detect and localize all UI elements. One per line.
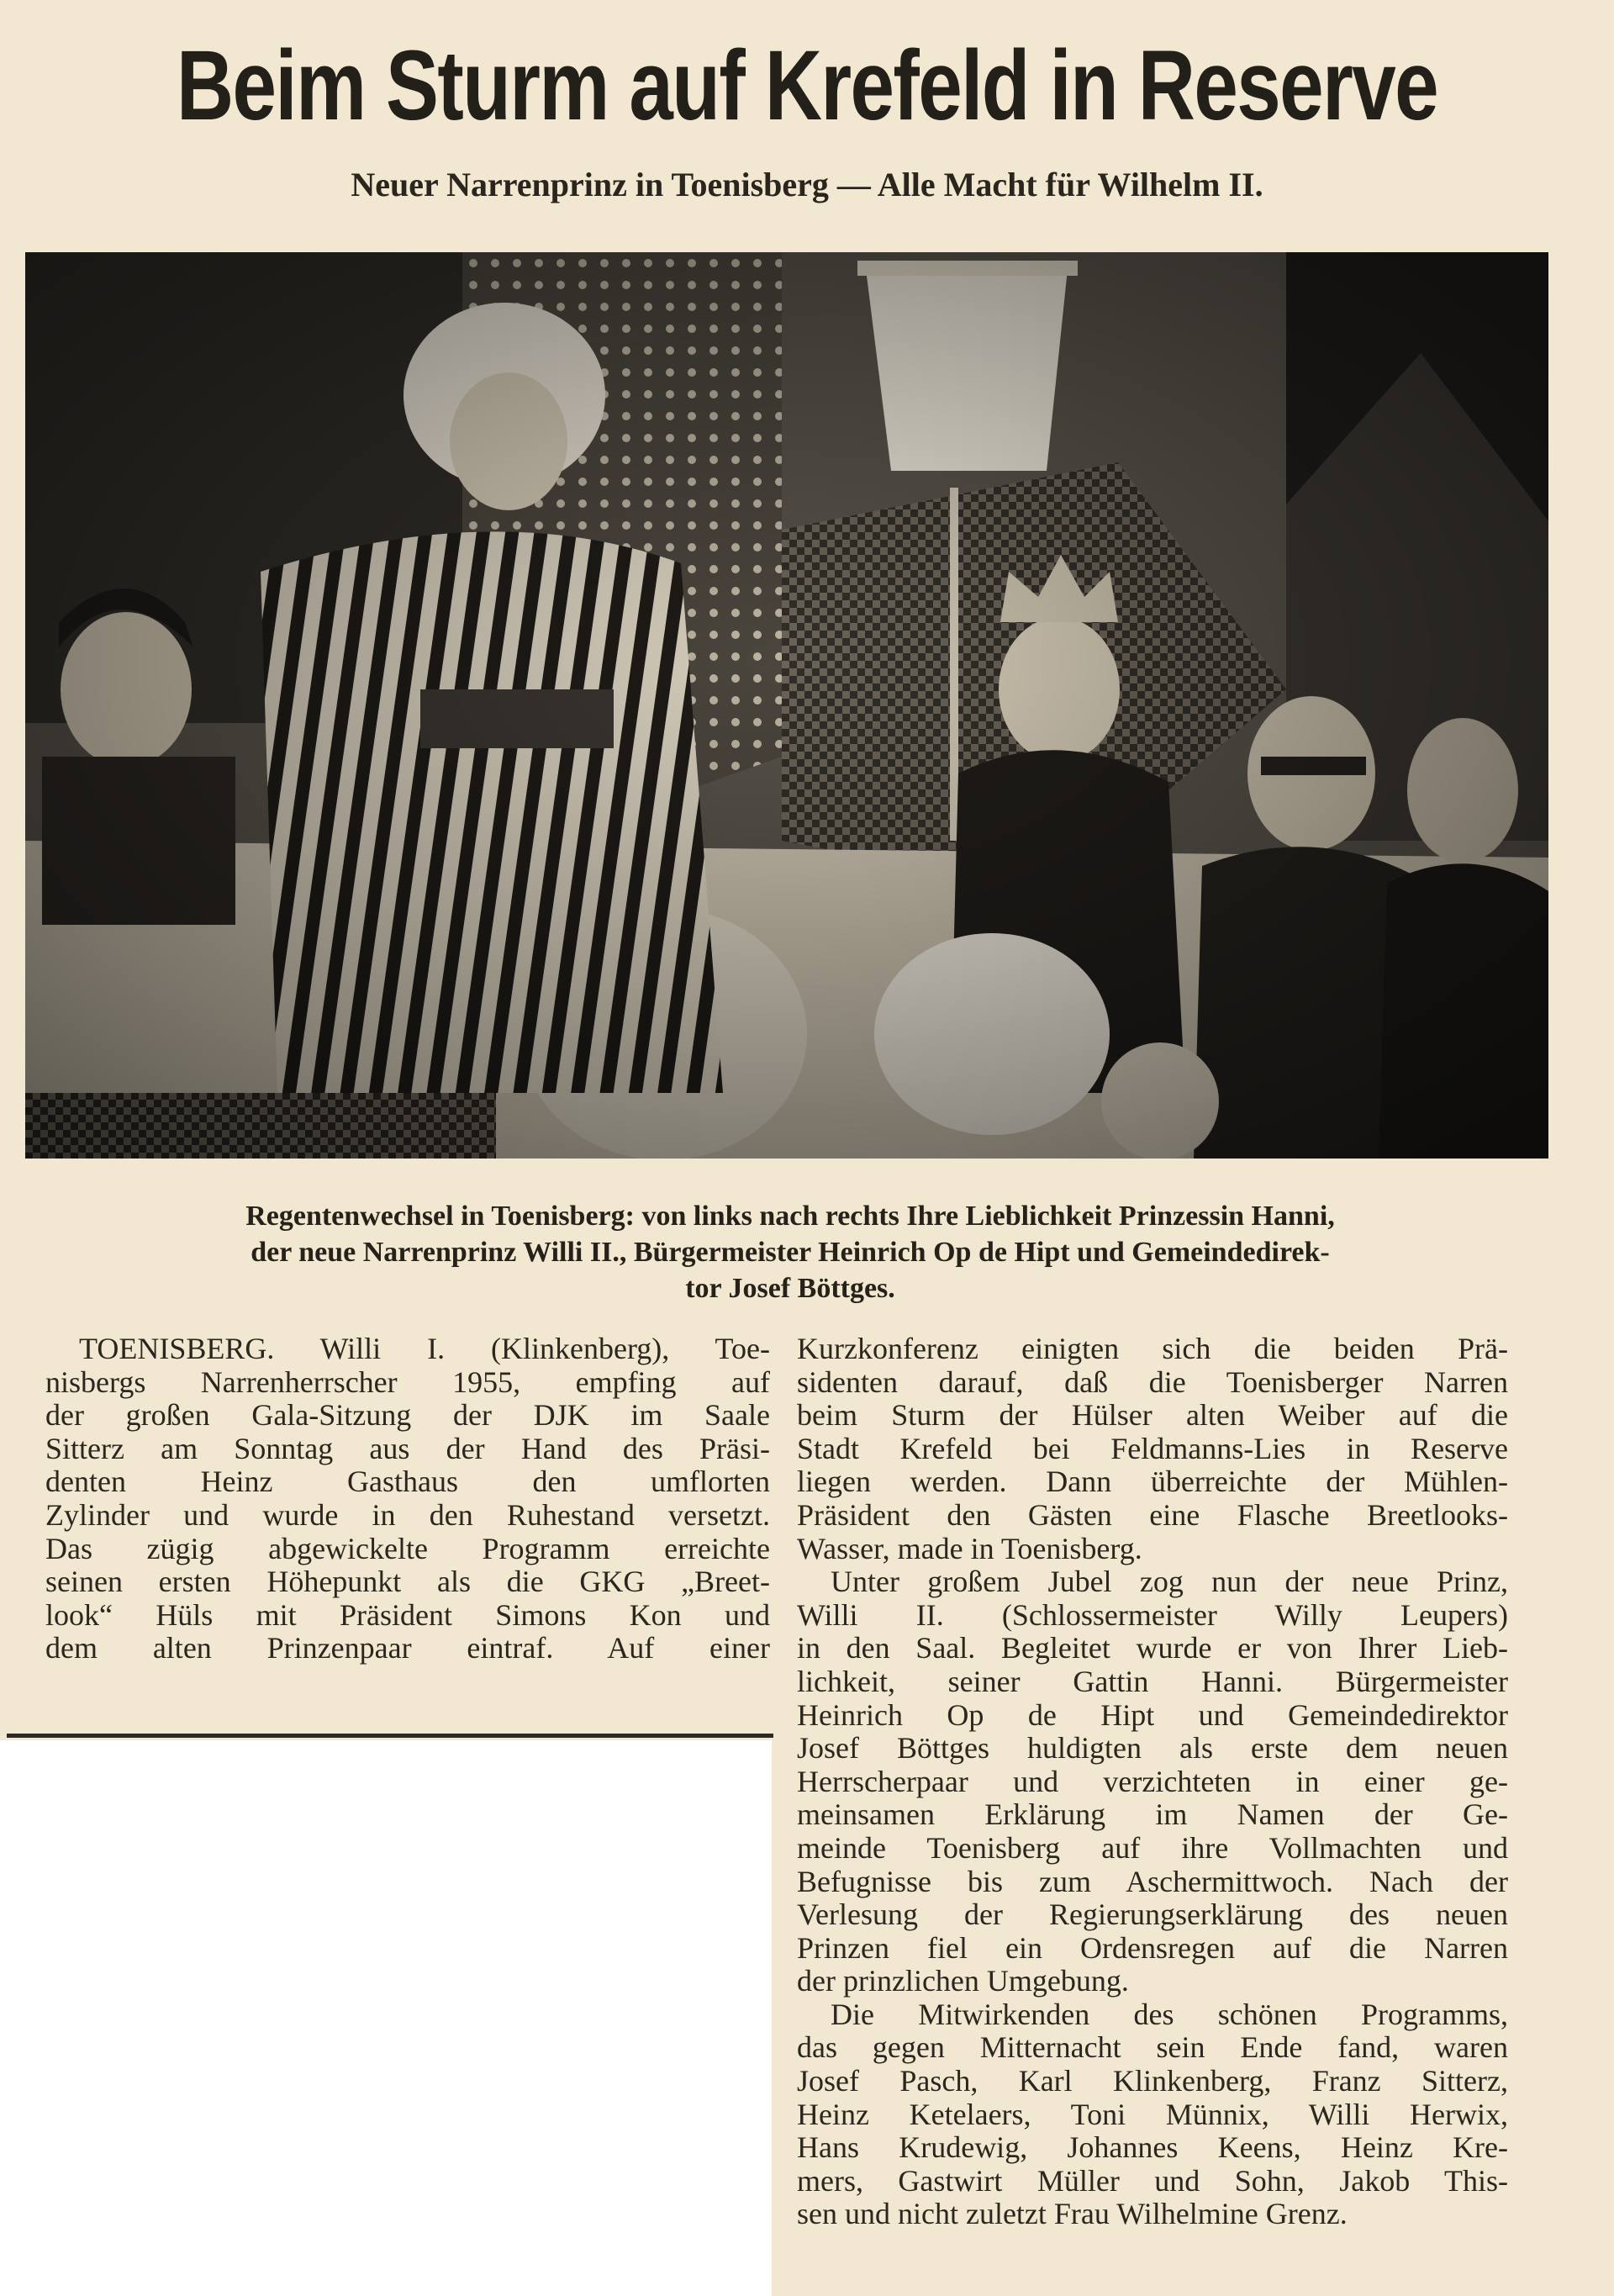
headline: Beim Sturm auf Krefeld in Reserve [176, 30, 1438, 141]
photo-caption [34, 1198, 1547, 1306]
text-line: Heinrich Op de Hipt und Gemeindedirektor [797, 1697, 1508, 1732]
text-line: Heinz Ketelaers, Toni Münnix, Willi Herwix, [797, 2097, 1508, 2131]
text-line: Die Mitwirkenden des schönen Programms, [831, 1997, 1508, 2031]
text-line: nisbergs Narrenherrscher 1955, empfing auf [45, 1364, 770, 1399]
text-line: meinsamen Erklärung im Namen der Ge- [797, 1797, 1508, 1832]
text-line: liegen werden. Dann überreichte der Mühlen- [797, 1465, 1508, 1499]
text-line: Das zügig abgewickelte Programm erreichte [45, 1531, 770, 1565]
caption-line: Regentenwechsel in Toenisberg: von links nach rechts Ihre Lieblichkeit Prinzessin Hanni, [245, 1201, 1335, 1232]
text-line: Prinzen fiel ein Ordensregen auf die Narren [797, 1930, 1508, 1965]
carnival-photo-illustration [25, 252, 1548, 1159]
text-line: der großen Gala-Sitzung der DJK im Saale [45, 1398, 770, 1433]
text-line: dem alten Prinzenpaar eintraf. Auf einer [45, 1631, 770, 1665]
text-line: der prinzlichen Umgebung. [797, 1964, 1129, 1998]
text-line: Befugnisse bis zum Aschermittwoch. Nach der [797, 1864, 1508, 1898]
text-line: Josef Böttges huldigten als erste dem neuen [797, 1731, 1508, 1766]
text-line: Hans Krudewig, Johannes Keens, Heinz Kre- [797, 2130, 1508, 2165]
column-end-rule [7, 1734, 773, 1738]
text-line: meinde Toenisberg auf ihre Vollmachten und [797, 1830, 1508, 1865]
text-line: sidenten darauf, daß die Toenisberger Narren [797, 1364, 1508, 1399]
text-line: in den Saal. Begleitet wurde er von Ihrer Lieb- [797, 1631, 1508, 1665]
text-line: Willi II. (Schlossermeister Willy Leupers) [797, 1597, 1508, 1632]
text-line: TOENISBERG. Willi I. (Klinkenberg), Toe- [79, 1332, 770, 1365]
text-line: lichkeit, seiner Gattin Hanni. Bürgermeister [797, 1664, 1508, 1698]
subheadline: Neuer Narrenprinz in Toenisberg — Alle Macht für Wilhelm II. [351, 166, 1263, 203]
text-line: Josef Pasch, Karl Klinkenberg, Franz Sitterz, [797, 2064, 1508, 2098]
article-photo [25, 252, 1548, 1159]
text-line: Stadt Krefeld bei Feldmanns-Lies in Reserve [797, 1431, 1508, 1465]
caption-line: der neue Narrenprinz Willi II., Bürgermeister Heinrich Op de Hipt und Gemeindedirek- [251, 1237, 1330, 1268]
text-line: Verlesung der Regierungserklärung des neuen [797, 1897, 1508, 1932]
caption-line: tor Josef Böttges. [685, 1273, 895, 1304]
text-line: Zylinder und wurde in den Ruhestand versetzt. [45, 1497, 770, 1532]
article-column-right [797, 1333, 1508, 2231]
text-line: mers, Gastwirt Müller und Sohn, Jakob This- [797, 2163, 1508, 2198]
article-column-left [45, 1333, 770, 1665]
text-line: Kurzkonferenz einigten sich die beiden Prä- [797, 1332, 1508, 1365]
text-line: seinen ersten Höhepunkt als die GKG „Breet- [45, 1565, 770, 1599]
text-line: Unter großem Jubel zog nun der neue Prinz, [831, 1565, 1508, 1599]
text-line: look“ Hüls mit Präsident Simons Kon und [45, 1597, 770, 1632]
text-line: das gegen Mitternacht sein Ende fand, waren [797, 2030, 1508, 2065]
text-line: Herrscherpaar und verzichteten in einer ge- [797, 1764, 1508, 1798]
text-line: sen und nicht zuletzt Frau Wilhelmine Grenz. [797, 2197, 1348, 2231]
text-line: Wasser, made in Toenisberg. [797, 1531, 1142, 1565]
text-line: Präsident den Gästen eine Flasche Breetlooks- [797, 1497, 1508, 1532]
text-line: Sitterz am Sonntag aus der Hand des Präsi- [45, 1431, 770, 1465]
text-line: beim Sturm der Hülser alten Weiber auf die [797, 1398, 1508, 1433]
text-line: denten Heinz Gasthaus den umflorten [45, 1465, 770, 1499]
